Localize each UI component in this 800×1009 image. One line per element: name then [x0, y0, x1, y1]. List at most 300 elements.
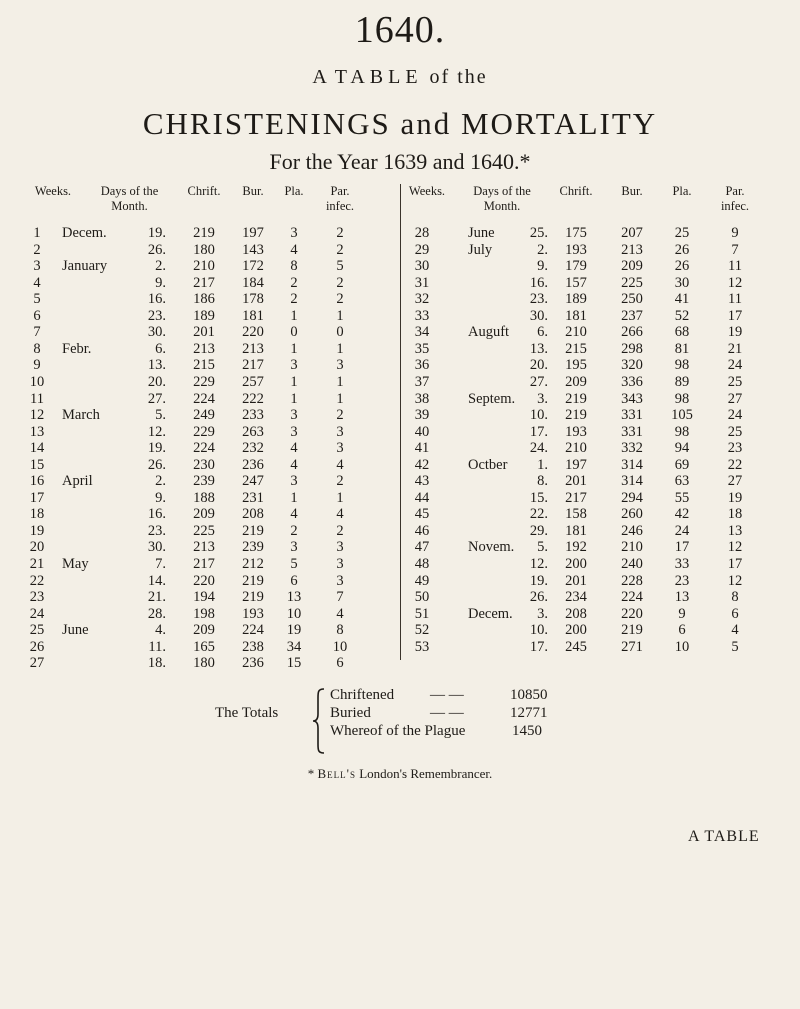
cell-parishes-infected: 12	[727, 539, 743, 556]
cell-buried: 210	[621, 539, 643, 556]
cell-parishes-infected: 11	[728, 291, 742, 308]
title-christenings: CHRISTENINGS	[142, 106, 391, 141]
cell-christened: 180	[193, 655, 215, 672]
cell-christened: 195	[565, 357, 587, 374]
col-par-bottom-right: infec.	[720, 199, 750, 213]
cell-parishes-infected: 5	[336, 258, 344, 275]
cell-day: 30.	[147, 324, 166, 341]
cell-plague: 33	[674, 556, 690, 572]
cell-parishes-infected: 1	[336, 373, 344, 390]
cell-week: 36	[414, 357, 430, 374]
cell-buried: 219	[242, 522, 264, 539]
cell-week: 14	[29, 440, 45, 457]
plague-total: 1450	[512, 723, 542, 739]
table-row	[0, 490, 800, 507]
footnote-mark: *	[307, 766, 315, 781]
cell-week: 48	[414, 556, 430, 572]
cell-week: 12	[29, 407, 45, 424]
table-row	[0, 622, 800, 639]
cell-day: 8.	[537, 473, 548, 490]
cell-month: March	[62, 407, 100, 424]
cell-week: 5	[33, 291, 41, 308]
cell-plague: 3	[290, 473, 298, 490]
table-row	[0, 275, 800, 292]
cell-plague: 1	[290, 307, 298, 324]
cell-plague: 89	[674, 373, 690, 390]
cell-day: 23.	[147, 522, 166, 539]
cell-parishes-infected: 2	[336, 241, 344, 258]
cell-month: Decem.	[468, 605, 513, 622]
cell-christened: 225	[193, 522, 215, 539]
cell-week: 44	[414, 489, 430, 506]
cell-week: 18	[29, 506, 45, 523]
cell-month: June	[468, 225, 495, 241]
cell-day: 29.	[529, 522, 548, 539]
cell-week: 49	[414, 572, 430, 589]
cell-buried: 178	[242, 291, 264, 308]
cell-buried: 247	[242, 473, 264, 490]
cell-parishes-infected: 6	[731, 605, 739, 622]
table-row	[0, 457, 800, 474]
plague-label: Whereof of the Plague	[330, 723, 466, 739]
col-christ: Chrift.	[187, 184, 221, 198]
cell-christened: 208	[565, 605, 587, 622]
cell-plague: 6	[290, 572, 298, 589]
cell-plague: 15	[286, 655, 302, 672]
cell-christened: 192	[565, 539, 587, 556]
cell-day: 3.	[537, 605, 548, 622]
cell-week: 23	[29, 589, 45, 606]
table-row	[0, 655, 800, 672]
cell-week: 34	[414, 324, 430, 341]
cell-day: 5.	[537, 539, 548, 556]
cell-week: 30	[414, 258, 430, 275]
cell-plague: 41	[674, 291, 690, 308]
cell-parishes-infected: 3	[336, 423, 344, 440]
cell-plague: 4	[290, 241, 298, 258]
table-row	[0, 523, 800, 540]
cell-plague: 42	[674, 506, 690, 523]
cell-week: 47	[414, 539, 430, 556]
table-row	[0, 424, 800, 441]
christened-dashes: — —	[430, 687, 464, 703]
cell-christened: 210	[565, 440, 587, 457]
cell-buried: 208	[242, 506, 264, 523]
cell-plague: 2	[290, 522, 298, 539]
cell-plague: 19	[286, 622, 302, 639]
cell-month: June	[62, 622, 89, 639]
cell-week: 21	[29, 556, 45, 572]
cell-month: January	[62, 258, 108, 275]
cell-christened: 249	[193, 407, 215, 424]
col-weeks: Weeks.	[34, 184, 72, 198]
cell-week: 46	[414, 522, 430, 539]
cell-plague: 2	[290, 274, 298, 291]
cell-christened: 209	[193, 506, 215, 523]
cell-plague: 24	[674, 522, 690, 539]
table-row	[0, 324, 800, 341]
table-row	[0, 374, 800, 391]
title-line-3: For the Year 1639 and 1640.*	[269, 149, 531, 174]
cell-parishes-infected: 2	[336, 225, 344, 241]
cell-parishes-infected: 1	[336, 390, 344, 407]
cell-day: 19.	[147, 225, 166, 241]
cell-parishes-infected: 0	[336, 324, 344, 341]
cell-day: 27.	[529, 373, 548, 390]
cell-parishes-infected: 23	[727, 440, 743, 457]
cell-month: Octber	[468, 456, 508, 473]
title-table-word: TABLE	[334, 66, 423, 88]
cell-day: 6.	[537, 324, 548, 341]
cell-buried: 233	[242, 407, 264, 424]
cell-buried: 237	[621, 307, 643, 324]
cell-plague: 55	[674, 489, 690, 506]
cell-week: 41	[414, 440, 430, 457]
cell-buried: 238	[242, 638, 264, 655]
cell-week: 52	[414, 622, 430, 639]
cell-christened: 210	[193, 258, 215, 275]
cell-week: 9	[33, 357, 41, 374]
cell-christened: 245	[565, 638, 587, 655]
cell-plague: 4	[290, 456, 298, 473]
cell-day: 28.	[147, 605, 166, 622]
cell-christened: 201	[565, 473, 587, 490]
cell-plague: 26	[674, 258, 690, 275]
cell-christened: 188	[193, 489, 215, 506]
cell-week: 15	[29, 456, 45, 473]
cell-christened: 193	[565, 423, 587, 440]
col-days-bottom: Month.	[111, 199, 148, 213]
cell-christened: 181	[565, 522, 587, 539]
cell-week: 37	[414, 373, 430, 390]
cell-plague: 17	[674, 539, 690, 556]
cell-christened: 213	[193, 539, 215, 556]
title-line-1	[0, 66, 800, 89]
cell-buried: 181	[242, 307, 264, 324]
cell-week: 31	[414, 274, 430, 291]
cell-buried: 222	[242, 390, 264, 407]
cell-christened: 215	[193, 357, 215, 374]
cell-parishes-infected: 2	[336, 407, 344, 424]
cell-buried: 236	[242, 456, 264, 473]
cell-parishes-infected: 1	[336, 489, 344, 506]
cell-day: 26.	[529, 589, 548, 606]
buried-total: 12771	[510, 705, 548, 721]
cell-parishes-infected: 4	[336, 506, 344, 523]
cell-day: 15.	[529, 489, 548, 506]
cell-month: Febr.	[62, 340, 92, 357]
cell-parishes-infected: 27	[727, 473, 743, 490]
cell-week: 32	[414, 291, 430, 308]
cell-month: April	[62, 473, 93, 490]
cell-christened: 201	[565, 572, 587, 589]
cell-parishes-infected: 21	[727, 340, 743, 357]
cell-buried: 331	[621, 407, 643, 424]
cell-day: 1.	[537, 456, 548, 473]
title-line-2	[0, 106, 800, 142]
cell-christened: 200	[565, 556, 587, 572]
table-row	[0, 258, 800, 275]
cell-buried: 231	[242, 489, 264, 506]
cell-plague: 1	[290, 373, 298, 390]
cell-week: 3	[33, 258, 41, 275]
cell-plague: 9	[678, 605, 686, 622]
cell-buried: 220	[242, 324, 264, 341]
cell-day: 19.	[529, 572, 548, 589]
cell-buried: 331	[621, 423, 643, 440]
cell-week: 50	[414, 589, 430, 606]
cell-christened: 219	[565, 407, 587, 424]
cell-day: 12.	[147, 423, 166, 440]
cell-day: 9.	[537, 258, 548, 275]
cell-plague: 105	[671, 407, 693, 424]
cell-parishes-infected: 1	[336, 340, 344, 357]
cell-christened: 224	[193, 390, 215, 407]
col-par-bottom: infec.	[325, 199, 355, 213]
cell-plague: 3	[290, 407, 298, 424]
cell-week: 10	[29, 373, 45, 390]
table-row	[0, 308, 800, 325]
cell-buried: 240	[621, 556, 643, 572]
cell-christened: 193	[565, 241, 587, 258]
table-row	[0, 589, 800, 606]
col-par-top-right: Par.	[725, 184, 745, 198]
cell-christened: 229	[193, 423, 215, 440]
cell-christened: 200	[565, 622, 587, 639]
cell-week: 22	[29, 572, 45, 589]
buried-label: Buried	[330, 705, 371, 721]
cell-parishes-infected: 3	[336, 556, 344, 572]
cell-plague: 1	[290, 390, 298, 407]
cell-day: 6.	[155, 340, 166, 357]
cell-parishes-infected: 4	[336, 456, 344, 473]
cell-month: Novem.	[468, 539, 515, 556]
cell-day: 4.	[155, 622, 166, 639]
cell-plague: 3	[290, 225, 298, 241]
cell-buried: 320	[621, 357, 643, 374]
cell-week: 26	[29, 638, 45, 655]
cell-day: 16.	[147, 291, 166, 308]
cell-week: 45	[414, 506, 430, 523]
cell-buried: 143	[242, 241, 264, 258]
cell-plague: 23	[674, 572, 690, 589]
cell-buried: 250	[621, 291, 643, 308]
catchword: A TABLE	[688, 828, 760, 845]
table-row	[0, 242, 800, 259]
cell-buried: 314	[621, 473, 643, 490]
cell-day: 17.	[529, 638, 548, 655]
cell-parishes-infected: 4	[336, 605, 344, 622]
cell-christened: 209	[565, 373, 587, 390]
cell-christened: 189	[565, 291, 587, 308]
cell-plague: 1	[290, 340, 298, 357]
table-row	[0, 573, 800, 590]
cell-parishes-infected: 3	[336, 539, 344, 556]
title-and: and	[400, 106, 452, 141]
footnote	[0, 766, 800, 782]
cell-plague: 10	[674, 638, 690, 655]
cell-day: 13.	[529, 340, 548, 357]
cell-christened: 234	[565, 589, 587, 606]
cell-christened: 224	[193, 440, 215, 457]
table-row	[0, 639, 800, 656]
cell-parishes-infected: 27	[727, 390, 743, 407]
table-row	[0, 357, 800, 374]
cell-buried: 314	[621, 456, 643, 473]
table-row	[0, 473, 800, 490]
cell-month: July	[468, 241, 493, 258]
cell-week: 17	[29, 489, 45, 506]
cell-plague: 10	[286, 605, 302, 622]
cell-plague: 5	[290, 556, 298, 572]
cell-plague: 81	[674, 340, 690, 357]
cell-week: 8	[33, 340, 41, 357]
cell-christened: 197	[565, 456, 587, 473]
cell-parishes-infected: 1	[336, 307, 344, 324]
cell-month: May	[62, 556, 89, 572]
cell-day: 2.	[155, 473, 166, 490]
cell-week: 1	[33, 225, 41, 241]
cell-parishes-infected: 17	[727, 556, 743, 572]
cell-week: 42	[414, 456, 430, 473]
cell-day: 30.	[147, 539, 166, 556]
cell-buried: 271	[621, 638, 643, 655]
cell-buried: 343	[621, 390, 643, 407]
cell-plague: 30	[674, 274, 690, 291]
table-row	[0, 556, 800, 573]
cell-day: 18.	[147, 655, 166, 672]
cell-day: 26.	[147, 456, 166, 473]
cell-parishes-infected: 11	[728, 258, 742, 275]
cell-parishes-infected: 12	[727, 274, 743, 291]
cell-parishes-infected: 22	[727, 456, 743, 473]
cell-week: 29	[414, 241, 430, 258]
totals-block	[0, 686, 800, 758]
cell-plague: 25	[674, 225, 690, 241]
cell-parishes-infected: 8	[731, 589, 739, 606]
cell-buried: 257	[242, 373, 264, 390]
cell-plague: 4	[290, 440, 298, 457]
title-mortality: MORTALITY	[460, 106, 658, 141]
cell-plague: 26	[674, 241, 690, 258]
cell-buried: 212	[242, 556, 264, 572]
cell-christened: 217	[193, 556, 215, 572]
cell-parishes-infected: 25	[727, 373, 743, 390]
cell-parishes-infected: 6	[336, 655, 344, 672]
cell-week: 28	[414, 225, 430, 241]
cell-christened: 209	[193, 622, 215, 639]
cell-week: 53	[414, 638, 430, 655]
cell-buried: 224	[621, 589, 643, 606]
cell-plague: 8	[290, 258, 298, 275]
cell-parishes-infected: 18	[727, 506, 743, 523]
cell-day: 23.	[529, 291, 548, 308]
cell-buried: 217	[242, 357, 264, 374]
table-row	[0, 391, 800, 408]
cell-plague: 3	[290, 539, 298, 556]
cell-buried: 219	[242, 589, 264, 606]
cell-day: 30.	[529, 307, 548, 324]
cell-day: 5.	[155, 407, 166, 424]
table-row	[0, 506, 800, 523]
cell-parishes-infected: 7	[731, 241, 739, 258]
cell-parishes-infected: 3	[336, 440, 344, 457]
cell-buried: 294	[621, 489, 643, 506]
title-of-the: of the	[429, 66, 488, 88]
cell-buried: 298	[621, 340, 643, 357]
cell-day: 20.	[529, 357, 548, 374]
table-row	[0, 291, 800, 308]
cell-buried: 336	[621, 373, 643, 390]
cell-day: 23.	[147, 307, 166, 324]
cell-plague: 69	[674, 456, 690, 473]
cell-buried: 224	[242, 622, 264, 639]
cell-parishes-infected: 8	[336, 622, 344, 639]
cell-parishes-infected: 3	[336, 357, 344, 374]
cell-christened: 217	[565, 489, 587, 506]
cell-buried: 184	[242, 274, 264, 291]
cell-week: 38	[414, 390, 430, 407]
cell-christened: 180	[193, 241, 215, 258]
cell-plague: 52	[674, 307, 690, 324]
cell-parishes-infected: 12	[727, 572, 743, 589]
cell-parishes-infected: 19	[727, 324, 743, 341]
cell-day: 3.	[537, 390, 548, 407]
cell-christened: 215	[565, 340, 587, 357]
cell-week: 6	[33, 307, 41, 324]
cell-christened: 181	[565, 307, 587, 324]
cell-buried: 263	[242, 423, 264, 440]
cell-plague: 6	[678, 622, 686, 639]
cell-day: 9.	[155, 489, 166, 506]
cell-parishes-infected: 3	[336, 572, 344, 589]
cell-day: 10.	[529, 407, 548, 424]
cell-buried: 219	[621, 622, 643, 639]
cell-day: 14.	[147, 572, 166, 589]
cell-week: 25	[29, 622, 45, 639]
cell-plague: 34	[286, 638, 302, 655]
col-days-top: Days of the	[100, 184, 159, 198]
cell-buried: 172	[242, 258, 264, 275]
totals-brace	[312, 688, 326, 754]
cell-week: 35	[414, 340, 430, 357]
cell-christened: 210	[565, 324, 587, 341]
footnote-author: Bell's	[317, 766, 356, 781]
cell-buried: 246	[621, 522, 643, 539]
cell-day: 2.	[155, 258, 166, 275]
cell-month: Septem.	[468, 390, 516, 407]
cell-day: 26.	[147, 241, 166, 258]
cell-plague: 2	[290, 291, 298, 308]
cell-week: 19	[29, 522, 45, 539]
cell-christened: 220	[193, 572, 215, 589]
col-weeks-right: Weeks.	[408, 184, 446, 198]
cell-day: 2.	[537, 241, 548, 258]
col-pla: Pla.	[284, 184, 304, 198]
cell-buried: 197	[242, 225, 264, 241]
cell-week: 27	[29, 655, 45, 672]
christened-label: Chriftened	[330, 687, 395, 703]
cell-christened: 201	[193, 324, 215, 341]
cell-buried: 220	[621, 605, 643, 622]
cell-day: 9.	[155, 274, 166, 291]
cell-day: 12.	[529, 556, 548, 572]
cell-week: 20	[29, 539, 45, 556]
cell-buried: 260	[621, 506, 643, 523]
cell-christened: 239	[193, 473, 215, 490]
cell-parishes-infected: 2	[336, 522, 344, 539]
cell-christened: 194	[193, 589, 215, 606]
